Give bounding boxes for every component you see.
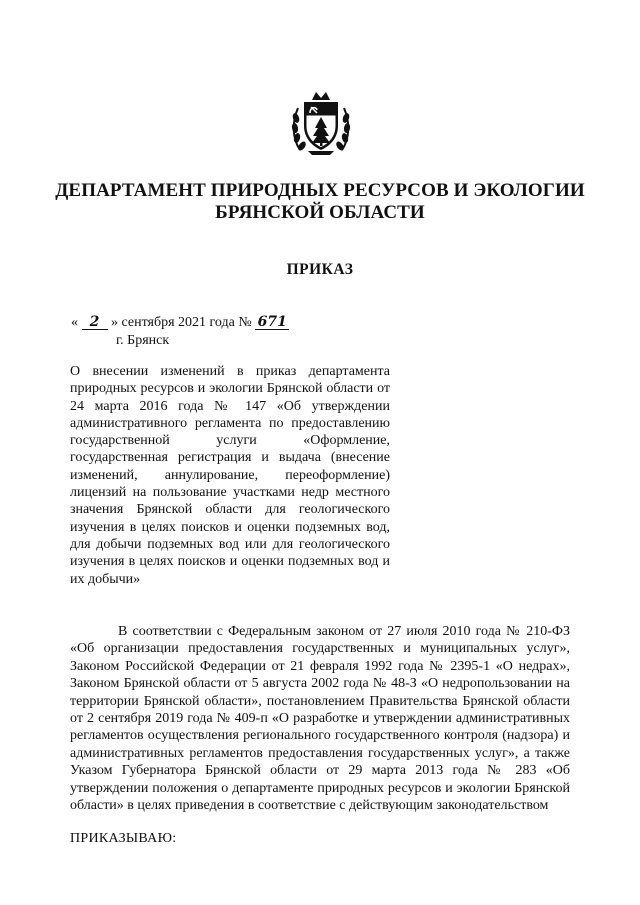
department-title-line1: ДЕПАРТАМЕНТ ПРИРОДНЫХ РЕСУРСОВ И ЭКОЛОГИИ xyxy=(55,180,585,201)
quote-open: « xyxy=(71,315,78,330)
order-preamble: В соответствии с Федеральным законом от 27 июля 2010 года № 210-ФЗ «Об организации предоставления государственных и муниципальных услуг», Законом Российской Федерации от 21 февраля 1992 года № 2395-1 «О недрах», Законом Брянской области от 5 августа 2002 года № 48-З «О недропользовании на территории Брянской области», постановлением Правительства Брянской области от 2 сентября 2019 года № 409-п «О разработке и утверждении административных регламентов осуществления регионального государственного контроля (надзора) и административных регламентов предоставления государственных услуг», а также Указом Губернатора Брянской области от 29 марта 2013 года № 283 «Об утверждении положения о департаменте природных ресурсов и экологии Брянской области» в целях приведения в соответствие с действующим законодательством xyxy=(70,624,570,814)
order-number-handwritten: 671 xyxy=(255,315,289,330)
order-title: ПРИКАЗ xyxy=(286,261,354,278)
department-title-line2: БРЯНСКОЙ ОБЛАСТИ xyxy=(215,202,425,223)
order-closing: ПРИКАЗЫВАЮ: xyxy=(70,831,177,846)
order-subject: О внесении изменений в приказ департамента природных ресурсов и экологии Брянской области от 24 марта 2016 года № 147 «Об утверждении административного регламента по предоставлению государственной услуги «Оформление, государственная регистрация и выдача (внесение изменений, аннулирование, переоформление) лицензий на пользование участками недр местного значения Брянской области для геологического изучения в целях поисков и оценки подземных вод, для добычи подземных вод или для геологического изучения в целях поисков и оценки подземных вод и их добычи» xyxy=(70,364,390,587)
order-month-year: » сентября 2021 года № xyxy=(111,315,252,330)
order-day-handwritten: 2 xyxy=(82,315,108,330)
order-city: г. Брянск xyxy=(116,333,170,348)
order-date-line xyxy=(71,315,289,331)
coat-of-arms-icon xyxy=(290,88,352,156)
